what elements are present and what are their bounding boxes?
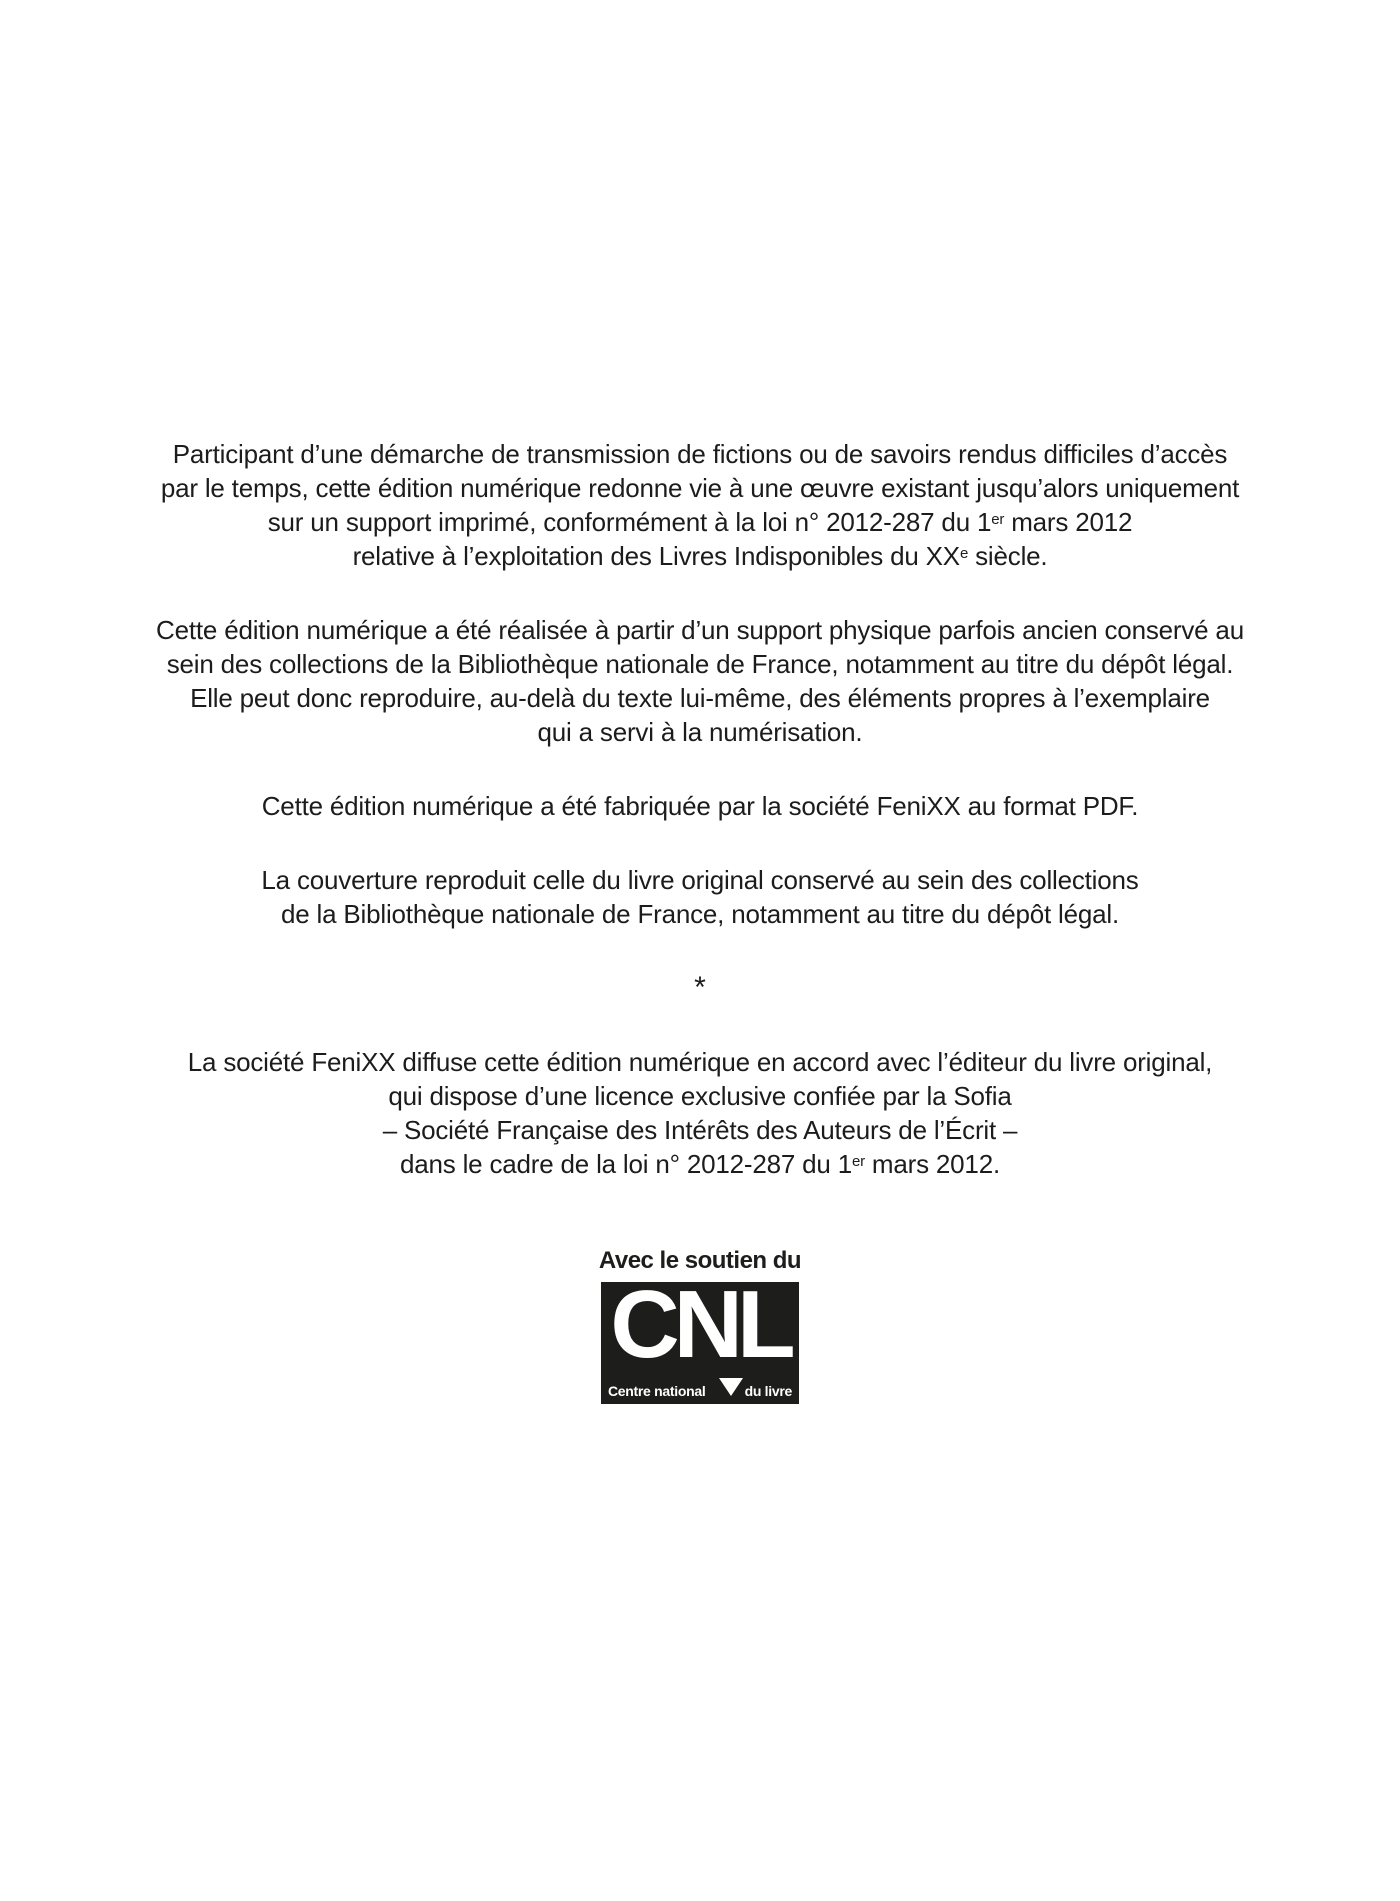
cnl-letter-n: N [673, 1282, 737, 1378]
text-segment: mars 2012 [1004, 507, 1133, 537]
text-line [0, 1147, 1400, 1181]
text-line [0, 505, 1400, 539]
text-line: – Société Française des Intérêts des Auteurs de l’Écrit – [382, 1115, 1018, 1145]
paragraph-bnf-source [0, 613, 1400, 749]
paragraph-fenixx-pdf [0, 789, 1400, 823]
superscript-er: er [851, 1152, 865, 1170]
text-segment: sur un support imprimé, conformément à la loi n° 2012-287 du 1 [267, 507, 992, 537]
cnl-letter-c: C [610, 1282, 674, 1378]
cnl-logo-subtitle [608, 1383, 792, 1399]
asterisk-separator: * [694, 971, 706, 1004]
paragraph-diffusion [0, 1045, 1400, 1181]
cnl-logo-block [0, 1247, 1400, 1404]
text-line: Participant d’une démarche de transmission de fictions ou de savoirs rendus difficiles d’accès [172, 439, 1228, 469]
text-line: La société FeniXX diffuse cette édition numérique en accord avec l’éditeur du livre original, [187, 1047, 1213, 1077]
text-segment: siècle. [968, 541, 1048, 571]
cnl-subtitle-right: du livre [744, 1383, 792, 1399]
cnl-subtitle-left: Centre national [608, 1383, 706, 1399]
superscript-er: er [991, 510, 1005, 528]
text-segment: dans le cadre de la loi n° 2012-287 du 1 [400, 1149, 852, 1179]
text-line: qui a servi à la numérisation. [537, 717, 863, 747]
paragraph-transmission [0, 437, 1400, 573]
page-content [0, 437, 1400, 1404]
text-line: Cette édition numérique a été fabriquée par la société FeniXX au format PDF. [261, 791, 1139, 821]
text-segment: relative à l’exploitation des Livres Indisponibles du XX [352, 541, 960, 571]
cnl-letters [601, 1282, 799, 1378]
superscript-e: e [959, 544, 969, 562]
text-line: Elle peut donc reproduire, au-delà du texte lui-même, des éléments propres à l’exemplaire [190, 683, 1210, 713]
text-line: La couverture reproduit celle du livre original conservé au sein des collections [261, 865, 1139, 895]
paragraph-couverture [0, 863, 1400, 931]
text-line: sein des collections de la Bibliothèque nationale de France, notamment au titre du dépôt légal. [166, 649, 1234, 679]
text-line: de la Bibliothèque nationale de France, notamment au titre du dépôt légal. [281, 899, 1119, 929]
cnl-logo [601, 1282, 799, 1404]
text-segment: mars 2012. [864, 1149, 1000, 1179]
cnl-letter-l: L [737, 1282, 790, 1378]
text-line: par le temps, cette édition numérique redonne vie à une œuvre existant jusqu’alors uniquement [160, 473, 1240, 503]
text-line: Cette édition numérique a été réalisée à partir d’un support physique parfois ancien conservé au [156, 615, 1244, 645]
text-line [0, 539, 1400, 573]
cnl-logo-caption: Avec le soutien du [598, 1247, 802, 1274]
text-line: qui dispose d’une licence exclusive confiée par la Sofia [388, 1081, 1012, 1111]
